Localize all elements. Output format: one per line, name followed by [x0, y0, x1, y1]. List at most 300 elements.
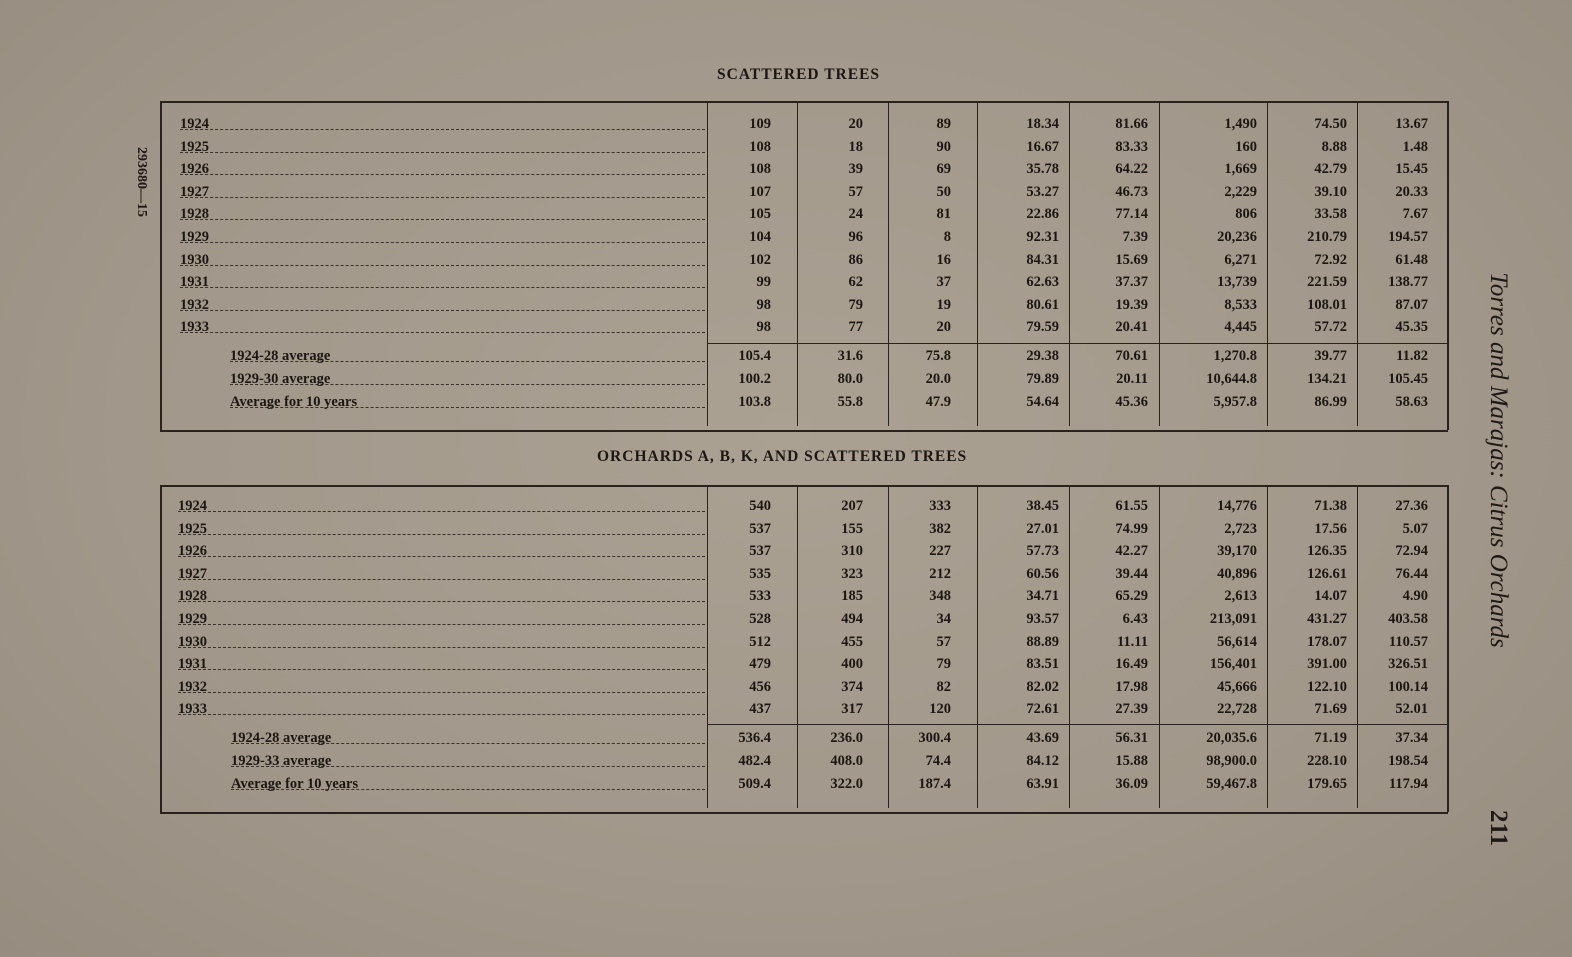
table-cell: 71.69	[1314, 701, 1347, 718]
average-row	[0, 776, 1428, 798]
column-rule	[707, 103, 708, 426]
table-cell: 79.89	[1026, 371, 1059, 387]
table-cell: 431.27	[1307, 611, 1347, 627]
row-label-text: 1925	[180, 138, 209, 155]
table-cell: 96	[848, 229, 863, 245]
row-label	[180, 116, 705, 138]
table-cell: 1,490	[1224, 116, 1257, 132]
table-cell: 71.38	[1314, 498, 1347, 514]
row-label-text: 1931	[178, 656, 207, 673]
table-cell: 535	[749, 565, 771, 582]
table-cell: 29.38	[1026, 348, 1059, 364]
table-cell: 57	[936, 633, 951, 650]
row-label	[178, 701, 705, 723]
table-bottom-rule	[160, 430, 1448, 432]
row-label	[180, 206, 705, 228]
table-cell: 8,533	[1224, 296, 1257, 313]
table-cell: 87.07	[1395, 296, 1428, 313]
table-cell: 17.56	[1314, 520, 1347, 537]
table-cell: 400	[841, 656, 863, 673]
column-rule	[1357, 487, 1358, 808]
table-cell: 391.00	[1307, 656, 1347, 673]
table-cell: 86	[848, 251, 863, 268]
table-cell: 42.79	[1314, 161, 1347, 178]
table-cell: 100.2	[738, 371, 771, 387]
table-cell: 482.4	[738, 753, 771, 769]
column-rule	[1357, 103, 1358, 426]
table-cell: 213,091	[1209, 611, 1257, 627]
table-cell: 47.9	[925, 394, 951, 410]
table-cell: 18.34	[1026, 116, 1059, 132]
column-rule	[1267, 487, 1268, 808]
print-code: 293680—15	[134, 147, 149, 217]
average-row	[0, 348, 1428, 370]
table-row	[0, 274, 1428, 296]
table-cell: 120	[929, 701, 951, 718]
table-cell: 227	[929, 543, 951, 560]
column-rule	[888, 103, 889, 426]
table-cell: 56,614	[1217, 633, 1257, 650]
table-cell: 62	[848, 274, 863, 291]
table-cell: 17.98	[1115, 678, 1148, 695]
table-cell: 6,271	[1224, 251, 1257, 268]
table-cell: 22,728	[1217, 701, 1257, 718]
table-cell: 37	[936, 274, 951, 291]
table-row	[0, 543, 1428, 565]
row-label	[178, 566, 705, 588]
table-cell: 1,270.8	[1213, 348, 1257, 364]
table-cell: 84.31	[1026, 251, 1059, 268]
row-label	[178, 656, 705, 678]
column-rule	[797, 487, 798, 808]
column-rule	[888, 487, 889, 808]
table-cell: 13.67	[1395, 116, 1428, 132]
table-cell: 27.36	[1395, 498, 1428, 514]
table-cell: 102	[749, 251, 771, 268]
table-cell: 39.44	[1115, 565, 1148, 582]
table-cell: 7.39	[1122, 229, 1148, 245]
table-cell: 79.59	[1026, 319, 1059, 336]
table-row	[0, 633, 1428, 656]
table-cell: 326.51	[1388, 656, 1428, 673]
table-row	[0, 138, 1428, 161]
table-cell: 1.48	[1402, 138, 1428, 155]
table-cell: 76.44	[1395, 565, 1428, 582]
table-cell: 74.50	[1314, 116, 1347, 132]
table-cell: 19.39	[1115, 296, 1148, 313]
table-cell: 39.77	[1314, 348, 1347, 364]
table-cell: 53.27	[1026, 183, 1059, 200]
table-cell: 70.61	[1115, 348, 1148, 364]
column-rule	[977, 103, 978, 426]
table-cell: 79	[848, 296, 863, 313]
dot-leader	[178, 601, 705, 602]
row-label-text: Average for 10 years	[230, 394, 358, 410]
column-rule	[1069, 487, 1070, 808]
row-label-text: 1929-33 average	[231, 753, 332, 769]
table-cell: 528	[749, 611, 771, 627]
table-cell: 5.07	[1402, 520, 1428, 537]
table-cell: 61.48	[1395, 251, 1428, 268]
row-label	[178, 543, 705, 565]
dot-leader	[178, 534, 705, 535]
row-label-text: Average for 10 years	[231, 776, 359, 792]
column-rule	[1159, 487, 1160, 808]
table-cell: 80.0	[837, 371, 863, 387]
table-cell: 77	[848, 319, 863, 336]
table-cell: 323	[841, 565, 863, 582]
table-cell: 33.58	[1314, 206, 1347, 223]
table-cell: 82	[936, 678, 951, 695]
dot-leader	[180, 219, 705, 220]
page-number: 211	[1485, 809, 1512, 847]
average-separator-rule	[707, 343, 1447, 344]
table-cell: 160	[1235, 138, 1257, 155]
table-cell: 408.0	[830, 753, 863, 769]
dot-leader	[180, 265, 705, 266]
table-cell: 99	[756, 274, 771, 291]
table-cell: 5,957.8	[1213, 394, 1257, 410]
table-cell: 43.69	[1026, 730, 1059, 746]
section-title-orchards: ORCHARDS A, B, K, AND SCATTERED TREES	[597, 448, 968, 465]
table-cell: 81.66	[1115, 116, 1148, 132]
table-row	[0, 656, 1428, 678]
table-cell: 65.29	[1115, 588, 1148, 605]
row-label-text: 1928	[180, 206, 209, 223]
table-row	[0, 116, 1428, 138]
table-cell: 494	[841, 611, 863, 627]
column-rule	[1267, 103, 1268, 426]
table-cell: 138.77	[1388, 274, 1428, 291]
table-cell: 322.0	[830, 776, 863, 792]
table-cell: 20,236	[1217, 229, 1257, 245]
table-cell: 2,613	[1224, 588, 1257, 605]
table-cell: 207	[841, 498, 863, 514]
table-cell: 57	[848, 183, 863, 200]
row-label-text: 1925	[178, 520, 207, 537]
table-cell: 34.71	[1026, 588, 1059, 605]
table-cell: 13,739	[1217, 274, 1257, 291]
row-label	[178, 679, 705, 701]
table-cell: 7.67	[1402, 206, 1428, 223]
row-label-text: 1927	[180, 183, 209, 200]
row-label-text: 1924	[180, 116, 209, 132]
dot-leader	[180, 310, 705, 311]
table-cell: 198.54	[1388, 753, 1428, 769]
row-label	[180, 139, 705, 161]
row-label-text: 1928	[178, 588, 207, 605]
table-cell: 27.01	[1026, 520, 1059, 537]
table-cell: 46.73	[1115, 183, 1148, 200]
table-cell: 75.8	[925, 348, 951, 364]
table-cell: 540	[749, 498, 771, 514]
column-rule	[1159, 103, 1160, 426]
table-cell: 20,035.6	[1206, 730, 1257, 746]
table-cell: 89	[936, 116, 951, 132]
row-label	[180, 297, 705, 319]
table-cell: 83.33	[1115, 138, 1148, 155]
table-cell: 105.4	[738, 348, 771, 364]
row-label	[180, 252, 705, 274]
table-cell: 374	[841, 678, 863, 695]
table-cell: 63.91	[1026, 776, 1059, 792]
table-cell: 57.73	[1026, 543, 1059, 560]
table-cell: 14.07	[1314, 588, 1347, 605]
row-label-text: 1926	[180, 161, 209, 178]
table-cell: 20	[848, 116, 863, 132]
column-rule	[797, 103, 798, 426]
row-label-text: 1929-30 average	[230, 371, 331, 387]
dot-leader	[178, 647, 705, 648]
table-cell: 60.56	[1026, 565, 1059, 582]
table-cell: 806	[1235, 206, 1257, 223]
table-cell: 82.02	[1026, 678, 1059, 695]
table-cell: 45.36	[1115, 394, 1148, 410]
table-cell: 18	[848, 138, 863, 155]
table-cell: 20.33	[1395, 183, 1428, 200]
table-cell: 537	[749, 520, 771, 537]
table-row	[0, 319, 1428, 341]
row-label-text: 1932	[180, 296, 209, 313]
table-row	[0, 611, 1428, 633]
table-cell: 107	[749, 183, 771, 200]
table-cell: 45.35	[1395, 319, 1428, 336]
table-cell: 45,666	[1217, 678, 1257, 695]
table-cell: 15.45	[1395, 161, 1428, 178]
table-row	[0, 565, 1428, 588]
table-cell: 80.61	[1026, 296, 1059, 313]
table-cell: 126.61	[1307, 565, 1347, 582]
row-label	[230, 371, 705, 393]
table-cell: 20.11	[1116, 371, 1148, 387]
table-row	[0, 520, 1428, 543]
row-label	[178, 588, 705, 610]
table-cell: 126.35	[1307, 543, 1347, 560]
table-cell: 479	[749, 656, 771, 673]
row-label	[231, 776, 705, 798]
table-cell: 105	[749, 206, 771, 223]
row-label-text: 1933	[180, 319, 209, 336]
table-row	[0, 251, 1428, 274]
table-cell: 4,445	[1224, 319, 1257, 336]
table-bottom-rule	[160, 812, 1448, 814]
column-rule	[707, 487, 708, 808]
table-row	[0, 161, 1428, 183]
table-cell: 117.94	[1388, 776, 1428, 792]
table-cell: 348	[929, 588, 951, 605]
table-cell: 109	[749, 116, 771, 132]
row-label	[180, 274, 705, 296]
dot-leader	[180, 332, 705, 333]
table-cell: 83.51	[1026, 656, 1059, 673]
table-cell: 22.86	[1026, 206, 1059, 223]
table-cell: 2,229	[1224, 183, 1257, 200]
table-cell: 57.72	[1314, 319, 1347, 336]
row-label-text: 1930	[180, 251, 209, 268]
table-cell: 108	[749, 138, 771, 155]
table-cell: 11.11	[1116, 633, 1148, 650]
table-cell: 27.39	[1115, 701, 1148, 718]
table-cell: 37.37	[1115, 274, 1148, 291]
dot-leader	[178, 579, 705, 580]
table-cell: 93.57	[1026, 611, 1059, 627]
dot-leader	[178, 669, 705, 670]
table-cell: 72.61	[1026, 701, 1059, 718]
row-label-text: 1924-28 average	[231, 730, 332, 746]
table-cell: 155	[841, 520, 863, 537]
row-label-text: 1932	[178, 678, 207, 695]
row-label-text: 1926	[178, 543, 207, 560]
table-cell: 509.4	[738, 776, 771, 792]
table-cell: 212	[929, 565, 951, 582]
table-cell: 37.34	[1395, 730, 1428, 746]
table-cell: 36.09	[1115, 776, 1148, 792]
table-top-rule	[160, 101, 1448, 103]
table-cell: 455	[841, 633, 863, 650]
average-separator-rule	[707, 724, 1447, 725]
dot-leader	[180, 152, 705, 153]
table-cell: 221.59	[1307, 274, 1347, 291]
table-cell: 1,669	[1224, 161, 1257, 178]
table-cell: 55.8	[837, 394, 863, 410]
table-cell: 52.01	[1395, 701, 1428, 718]
table-row	[0, 296, 1428, 319]
table-cell: 16.49	[1115, 656, 1148, 673]
table-cell: 88.89	[1026, 633, 1059, 650]
section-title-scattered-trees: SCATTERED TREES	[717, 66, 881, 83]
table-cell: 11.82	[1396, 348, 1428, 364]
row-label	[180, 229, 705, 251]
table-cell: 16	[936, 251, 951, 268]
table-cell: 24	[848, 206, 863, 223]
row-label	[178, 498, 705, 520]
table-cell: 98	[756, 319, 771, 336]
dot-leader	[178, 714, 705, 715]
table-cell: 98,900.0	[1206, 753, 1257, 769]
row-label	[178, 611, 705, 633]
table-cell: 300.4	[918, 730, 951, 746]
table-cell: 179.65	[1307, 776, 1347, 792]
table-cell: 105.45	[1388, 371, 1428, 387]
table-cell: 437	[749, 701, 771, 718]
table-cell: 90	[936, 138, 951, 155]
average-row	[0, 753, 1428, 775]
dot-leader	[178, 624, 705, 625]
table-cell: 71.19	[1314, 730, 1347, 746]
table-cell: 62.63	[1026, 274, 1059, 291]
average-row	[0, 371, 1428, 393]
table-cell: 74.99	[1115, 520, 1148, 537]
row-label	[231, 753, 705, 775]
table-row	[0, 678, 1428, 701]
average-row	[0, 394, 1428, 416]
row-label	[178, 521, 705, 543]
row-label-text: 1929	[178, 611, 207, 627]
table-row	[0, 588, 1428, 610]
table-cell: 54.64	[1026, 394, 1059, 410]
table-cell: 156,401	[1209, 656, 1257, 673]
table-cell: 86.99	[1314, 394, 1347, 410]
table-cell: 8	[943, 229, 951, 245]
table-cell: 317	[841, 701, 863, 718]
table-cell: 79	[936, 656, 951, 673]
table-cell: 8.88	[1321, 138, 1347, 155]
table-cell: 403.58	[1388, 611, 1428, 627]
table-cell: 20	[936, 319, 951, 336]
table-cell: 74.4	[925, 753, 951, 769]
table-cell: 194.57	[1388, 229, 1428, 245]
table-cell: 58.63	[1395, 394, 1428, 410]
table-left-rule	[160, 485, 162, 812]
table-cell: 42.27	[1115, 543, 1148, 560]
table-cell: 333	[929, 498, 951, 514]
table-cell: 236.0	[830, 730, 863, 746]
dot-leader	[180, 287, 705, 288]
table-cell: 35.78	[1026, 161, 1059, 178]
table-cell: 536.4	[738, 730, 771, 746]
table-cell: 537	[749, 543, 771, 560]
table-cell: 72.94	[1395, 543, 1428, 560]
table-cell: 14,776	[1217, 498, 1257, 514]
table-cell: 77.14	[1115, 206, 1148, 223]
table-cell: 84.12	[1026, 753, 1059, 769]
table-row	[0, 206, 1428, 228]
table-cell: 122.10	[1307, 678, 1347, 695]
table-cell: 2,723	[1224, 520, 1257, 537]
table-cell: 228.10	[1307, 753, 1347, 769]
table-cell: 50	[936, 183, 951, 200]
table-cell: 61.55	[1115, 498, 1148, 514]
table-right-rule	[1447, 485, 1449, 812]
table-cell: 64.22	[1115, 161, 1148, 178]
column-rule	[977, 487, 978, 808]
dot-leader	[180, 197, 705, 198]
table-row	[0, 498, 1428, 520]
table-cell: 4.90	[1402, 588, 1428, 605]
row-label-text: 1924	[178, 498, 207, 514]
table-cell: 34	[936, 611, 951, 627]
average-row	[0, 730, 1428, 752]
table-cell: 456	[749, 678, 771, 695]
table-row	[0, 701, 1428, 723]
table-cell: 19	[936, 296, 951, 313]
row-label-text: 1933	[178, 701, 207, 718]
table-right-rule	[1447, 101, 1449, 430]
table-cell: 16.67	[1026, 138, 1059, 155]
table-cell: 38.45	[1026, 498, 1059, 514]
dot-leader	[178, 511, 705, 512]
table-cell: 10,644.8	[1206, 371, 1257, 387]
table-cell: 31.6	[837, 348, 863, 364]
table-cell: 69	[936, 161, 951, 178]
table-cell: 6.43	[1122, 611, 1148, 627]
table-cell: 310	[841, 543, 863, 560]
table-cell: 110.57	[1388, 633, 1428, 650]
table-cell: 56.31	[1115, 730, 1148, 746]
row-label-text: 1927	[178, 565, 207, 582]
table-row	[0, 229, 1428, 251]
dot-leader	[180, 242, 705, 243]
dot-leader	[178, 692, 705, 693]
table-cell: 108.01	[1307, 296, 1347, 313]
row-label-text: 1930	[178, 633, 207, 650]
table-cell: 185	[841, 588, 863, 605]
dot-leader	[178, 556, 705, 557]
row-label-text: 1931	[180, 274, 209, 291]
table-cell: 382	[929, 520, 951, 537]
table-cell: 103.8	[738, 394, 771, 410]
table-cell: 72.92	[1314, 251, 1347, 268]
